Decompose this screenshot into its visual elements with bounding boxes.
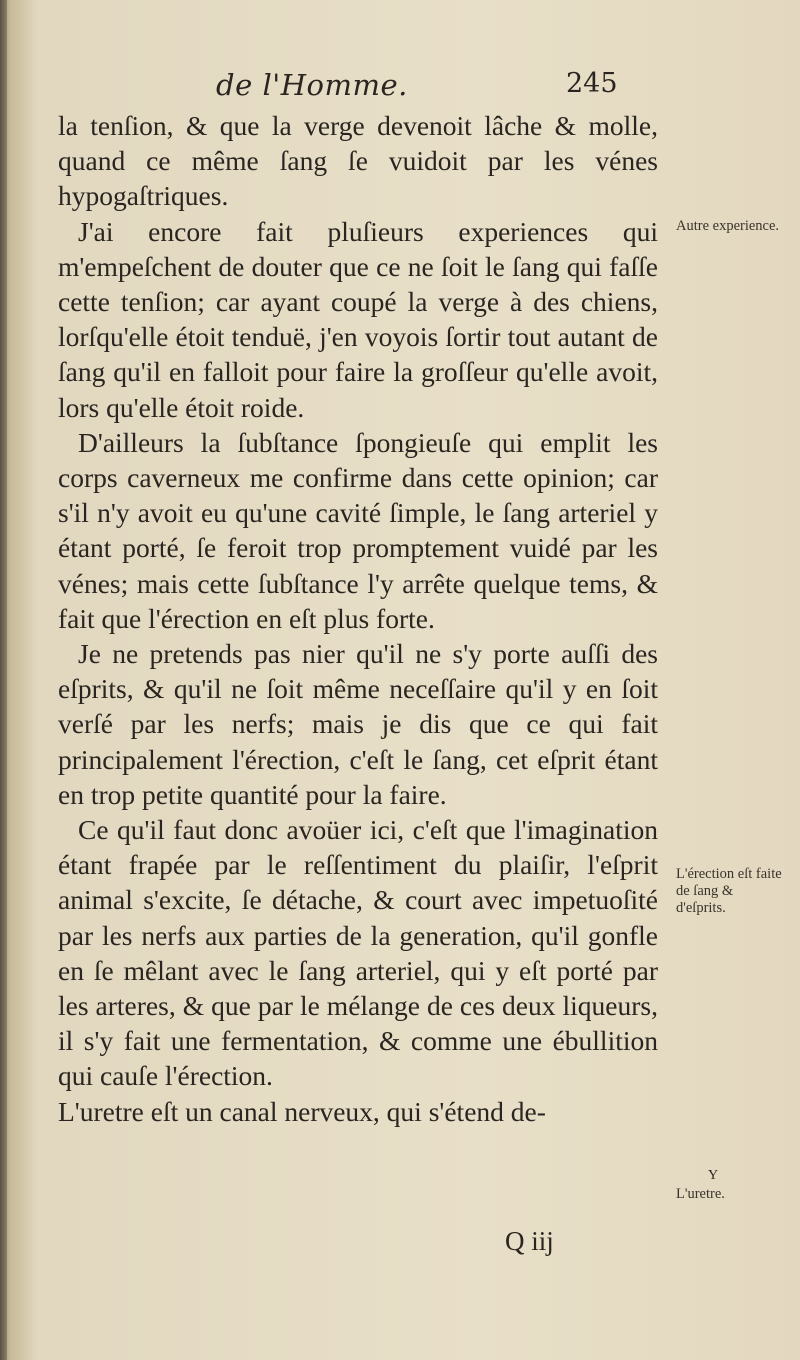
margin-note-uretre: L'uretre.	[676, 1186, 725, 1202]
signature-mark: Q iij	[505, 1226, 554, 1256]
margin-note-erection: L'érection eſt faite de ſang & d'eſprits.	[676, 866, 782, 916]
paragraph-5: Ce qu'il faut donc avoüer ici, c'eſt que l'imagination étant frapée par le reſſentiment du plaiſir, l'eſprit animal s'excite, ſe détache, & court avec impetuoſité par les nerfs aux parties de la generation, qu'il gonfle en ſe mêlant avec le ſang arteriel, qui y eſt porté par les arteres, & que par le mélange de ces deux liqueurs, il s'y fait une fermentation, & comme une ébullition qui cauſe l'érection.	[58, 814, 658, 1092]
catchmark: Y	[708, 1168, 719, 1183]
paragraph-3: D'ailleurs la ſubſtance ſpongieuſe qui emplit les corps caverneux me confirme dans cette opinion; car s'il n'y avoit eu qu'une cavité ſimple, le ſang arteriel y étant porté, ſe feroit trop promptement vuidé par les vénes; mais cette ſubſtance l'y arrête quelque tems, & fait que l'érection en eſt plus forte.	[58, 426, 658, 634]
main-text	[58, 108, 658, 1129]
page-number: 245	[566, 68, 618, 99]
paragraph-4: Je ne pretends pas nier qu'il ne s'y porte auſſi des eſprits, & qu'il ne ſoit même neceſſaire qu'il y en ſoit verſé par les nerfs; mais je dis que ce qui fait principalement l'érection, c'eſt le ſang, cet eſprit étant en trop petite quantité pour la faire.	[58, 638, 658, 810]
paragraph-2: J'ai encore fait pluſieurs experiences qui m'empeſchent de douter que ce ne ſoit le ſang qui faſſe cette tenſion; car ayant coupé la verge à des chiens, lorſqu'elle étoit tenduë, j'en voyois ſortir tout autant de ſang qu'il en falloit pour faire la groſſeur qu'elle avoit, lors qu'elle étoit roide.	[58, 215, 658, 423]
running-title: de l'Homme.	[216, 68, 408, 102]
page-header	[0, 68, 800, 108]
paragraph-1: la tenſion, & que la verge devenoit lâche & molle, quand ce même ſang ſe vuidoit par les vénes hypogaſtriques.	[58, 110, 658, 212]
margin-note-experience: Autre experience.	[676, 218, 780, 234]
gutter-edge	[0, 0, 7, 1360]
paragraph-6: L'uretre eſt un canal nerveux, qui s'étend de-	[58, 1095, 546, 1127]
